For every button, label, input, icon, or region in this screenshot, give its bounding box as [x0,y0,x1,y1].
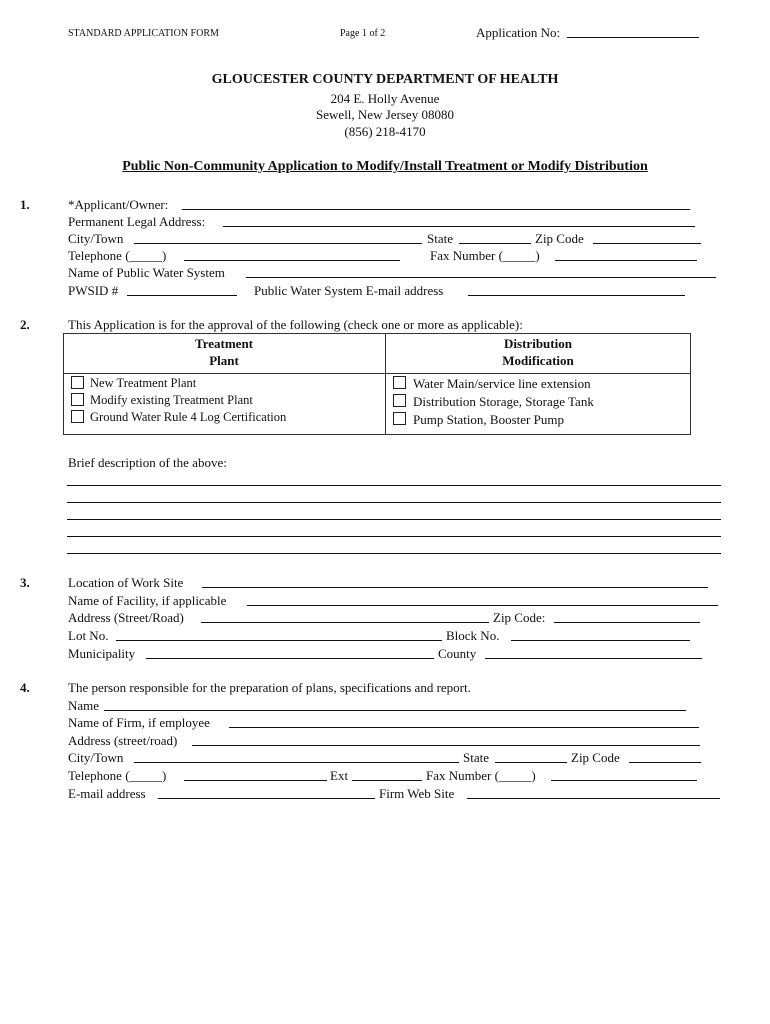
site-zip-label: Zip Code: [493,610,546,625]
description-label: Brief description of the above: [68,455,227,470]
firm-email-label: E-mail address [68,786,146,801]
telephone-field[interactable] [184,260,400,261]
pwsid-label: PWSID # [68,283,119,298]
new-treatment-plant-label: New Treatment Plant [90,376,197,390]
section-2-intro: This Application is for the approval of the following (check one or more as applicable): [68,317,523,332]
new-treatment-plant-checkbox[interactable] [71,376,84,389]
county-field[interactable] [485,658,702,659]
lot-field[interactable] [116,640,442,641]
modify-treatment-plant-checkbox[interactable] [71,393,84,406]
site-address-label: Address (Street/Road) [68,610,184,625]
agency-city: Sewell, New Jersey 08080 [316,107,454,122]
agency-street: 204 E. Holly Avenue [330,91,440,106]
state-label: State [427,231,453,246]
preparer-name-label: Name [68,698,100,713]
firm-city-label: City/Town [68,750,124,765]
legal-address-field[interactable] [223,226,695,227]
work-site-field[interactable] [202,587,708,588]
form-title: Public Non-Community Application to Modify/Install Treatment or Modify Distribution [122,159,648,174]
col-treatment-header-1: Treatment [195,336,253,351]
application-no-field[interactable] [567,37,699,38]
firm-website-label: Firm Web Site [379,786,455,801]
firm-fax-label: Fax Number (_____) [426,768,536,783]
municipality-field[interactable] [146,658,434,659]
lot-label: Lot No. [68,628,109,643]
facility-field[interactable] [247,605,718,606]
section-4-number: 4. [20,680,30,695]
county-label: County [438,646,477,661]
gwr-certification-checkbox[interactable] [71,410,84,423]
zip-label: Zip Code [535,231,584,246]
agency-phone: (856) 218-4170 [344,124,426,139]
firm-zip-field[interactable] [629,762,701,763]
site-zip-field[interactable] [554,622,700,623]
page-number: Page 1 of 2 [340,28,386,39]
form-type-label: STANDARD APPLICATION FORM [68,28,219,39]
ext-field[interactable] [352,780,422,781]
section-3-number: 3. [20,575,30,590]
pws-name-label: Name of Public Water System [68,265,225,280]
fax-label: Fax Number (_____) [430,248,540,263]
firm-label: Name of Firm, if employee [68,715,210,730]
municipality-label: Municipality [68,646,136,661]
preparer-name-field[interactable] [104,710,686,711]
firm-state-field[interactable] [495,762,567,763]
firm-zip-label: Zip Code [571,750,620,765]
applicant-field[interactable] [182,209,690,210]
firm-field[interactable] [229,727,699,728]
firm-telephone-label: Telephone (_____) [68,768,167,783]
block-field[interactable] [511,640,690,641]
description-line-2[interactable] [67,502,721,503]
table-header-divider [63,373,691,374]
firm-telephone-field[interactable] [184,780,327,781]
pump-station-checkbox[interactable] [393,412,406,425]
fax-field[interactable] [555,260,697,261]
water-main-checkbox[interactable] [393,376,406,389]
col-distribution-header-2: Modification [502,353,574,368]
gwr-certification-label: Ground Water Rule 4 Log Certification [90,410,287,424]
col-treatment-header-2: Plant [209,353,239,368]
firm-address-field[interactable] [192,745,700,746]
firm-state-label: State [463,750,489,765]
telephone-label: Telephone (_____) [68,248,167,263]
agency-name: GLOUCESTER COUNTY DEPARTMENT OF HEALTH [211,72,559,87]
distribution-storage-checkbox[interactable] [393,394,406,407]
section-1-number: 1. [20,197,30,212]
firm-fax-field[interactable] [551,780,697,781]
section-4-intro: The person responsible for the preparation of plans, specifications and report. [68,680,471,695]
site-address-field[interactable] [201,622,489,623]
state-field[interactable] [459,243,531,244]
ext-label: Ext [330,768,349,783]
firm-website-field[interactable] [467,798,720,799]
distribution-storage-label: Distribution Storage, Storage Tank [413,394,594,409]
pwsid-field[interactable] [127,295,237,296]
firm-address-label: Address (street/road) [68,733,178,748]
legal-address-label: Permanent Legal Address: [68,214,206,229]
firm-email-field[interactable] [158,798,375,799]
zip-field[interactable] [593,243,701,244]
city-label: City/Town [68,231,124,246]
pws-email-field[interactable] [468,295,685,296]
pws-name-field[interactable] [246,277,716,278]
block-label: Block No. [446,628,500,643]
description-line-4[interactable] [67,536,721,537]
applicant-label: *Applicant/Owner: [68,197,169,212]
col-distribution-header-1: Distribution [504,336,572,351]
pump-station-label: Pump Station, Booster Pump [413,412,564,427]
description-line-5[interactable] [67,553,721,554]
application-no-label: Application No: [476,25,561,40]
modify-treatment-plant-label: Modify existing Treatment Plant [90,393,253,407]
firm-city-field[interactable] [134,762,459,763]
city-field[interactable] [134,243,422,244]
water-main-label: Water Main/service line extension [413,376,591,391]
facility-label: Name of Facility, if applicable [68,593,227,608]
work-site-label: Location of Work Site [68,575,184,590]
section-2-number: 2. [20,317,30,332]
description-line-3[interactable] [67,519,721,520]
description-line-1[interactable] [67,485,721,486]
pws-email-label: Public Water System E-mail address [254,283,444,298]
